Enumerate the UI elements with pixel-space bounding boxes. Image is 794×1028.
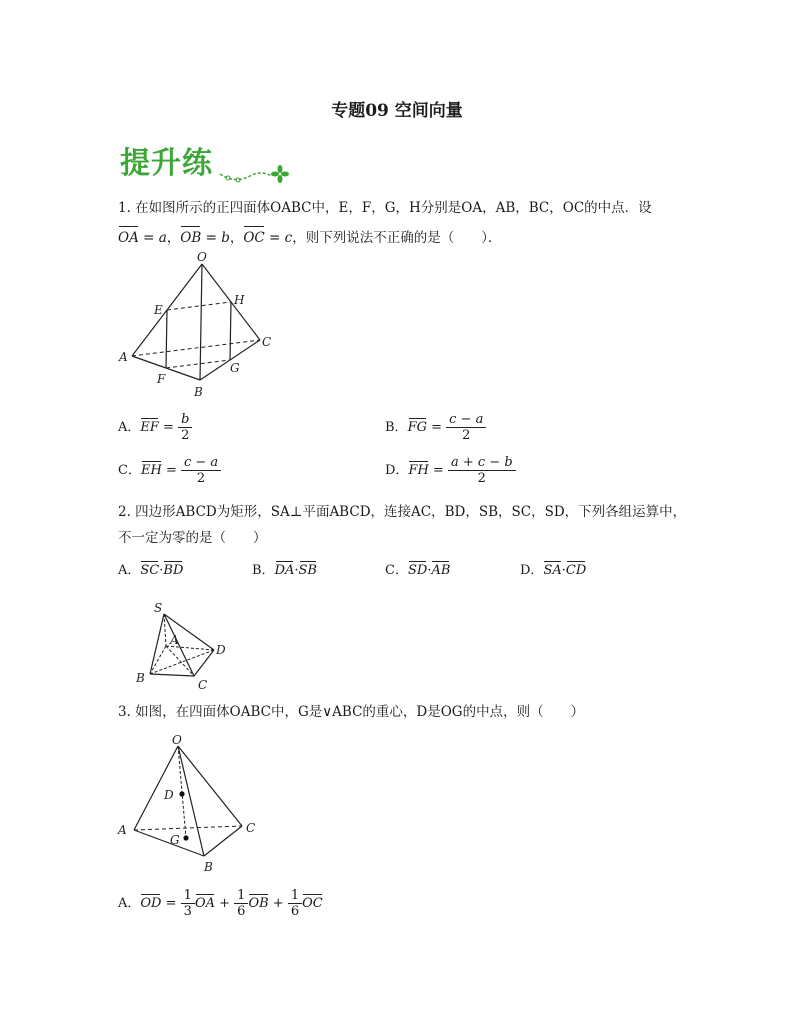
fig3-label-g: G	[170, 833, 180, 847]
fig1-label-e: E	[154, 303, 163, 317]
figure-3-tetrahedron	[114, 732, 264, 876]
fig1-label-a: A	[119, 350, 128, 364]
page-title: 专题09 空间向量	[331, 101, 463, 121]
q2-line1: 2. 四边形ABCD为矩形，SA⊥平面ABCD，连接AC，BD，SB，SC，SD，下列各组运算中，	[118, 504, 687, 520]
q3-option-a[interactable]: A．OD = $\frac{1}{3}$ OA + $\frac{1}{6}$ OB + $\frac{1}{6}$ OC	[118, 888, 323, 919]
fig1-label-b: B	[194, 385, 203, 399]
fig2-label-b: B	[136, 671, 145, 685]
q2-option-c[interactable]: C．SD·AB	[385, 563, 451, 578]
fig2-label-c: C	[198, 678, 208, 692]
q3-line1: 3. 如图，在四面体OABC中，G是∨ABC的重心，D是OG的中点，则（ ）	[118, 704, 585, 720]
fig3-label-o: O	[172, 733, 182, 747]
fig1-label-c: C	[262, 335, 272, 349]
figure-1-tetrahedron	[114, 252, 284, 402]
figure-2-pyramid	[134, 600, 234, 692]
fig2-label-s: S	[154, 601, 163, 615]
vec-oa: OA	[118, 230, 139, 246]
fig3-label-d: D	[164, 788, 174, 802]
fig1-label-g: G	[230, 361, 240, 375]
q1-option-c[interactable]: C．EH = $\frac{c - a}{2}$	[118, 455, 221, 486]
q2-line2: 不一定为零的是（ ）	[118, 530, 267, 546]
q1-option-b[interactable]: B．FG = $\frac{c - a}{2}$	[385, 412, 486, 443]
q1-option-d[interactable]: D．FH = $\frac{a + c - b}{2}$	[385, 455, 516, 486]
banner	[120, 138, 213, 182]
q1-option-a[interactable]: A．EF = $\frac{b}{2}$	[118, 412, 192, 443]
q1-line2: OA = a，OB = b，OC = c，则下列说法不正确的是（ ）．	[118, 230, 502, 246]
fig1-label-f: F	[157, 372, 166, 386]
banner-swirl-icon	[180, 160, 340, 190]
fig3-label-b: B	[204, 860, 213, 874]
fig1-label-h: H	[234, 293, 245, 307]
fig2-label-a: A	[170, 633, 179, 647]
q2-option-a[interactable]: A．SC·BD	[118, 563, 184, 578]
fig1-label-o: O	[197, 252, 207, 264]
q2-option-b[interactable]: B．DA·SB	[252, 563, 317, 578]
banner-text: 提升练	[120, 146, 213, 181]
q1-line1: 1. 在如图所示的正四面体OABC中，E，F，G，H分别是OA，AB，BC，OC的中点．设	[118, 200, 652, 216]
fig3-label-a: A	[118, 823, 127, 837]
vec-oc: OC	[243, 230, 265, 246]
q2-option-d[interactable]: D．SA·CD	[520, 563, 587, 578]
fig2-label-d: D	[216, 643, 226, 657]
fig3-label-c: C	[246, 821, 256, 835]
vec-ob: OB	[180, 230, 202, 246]
